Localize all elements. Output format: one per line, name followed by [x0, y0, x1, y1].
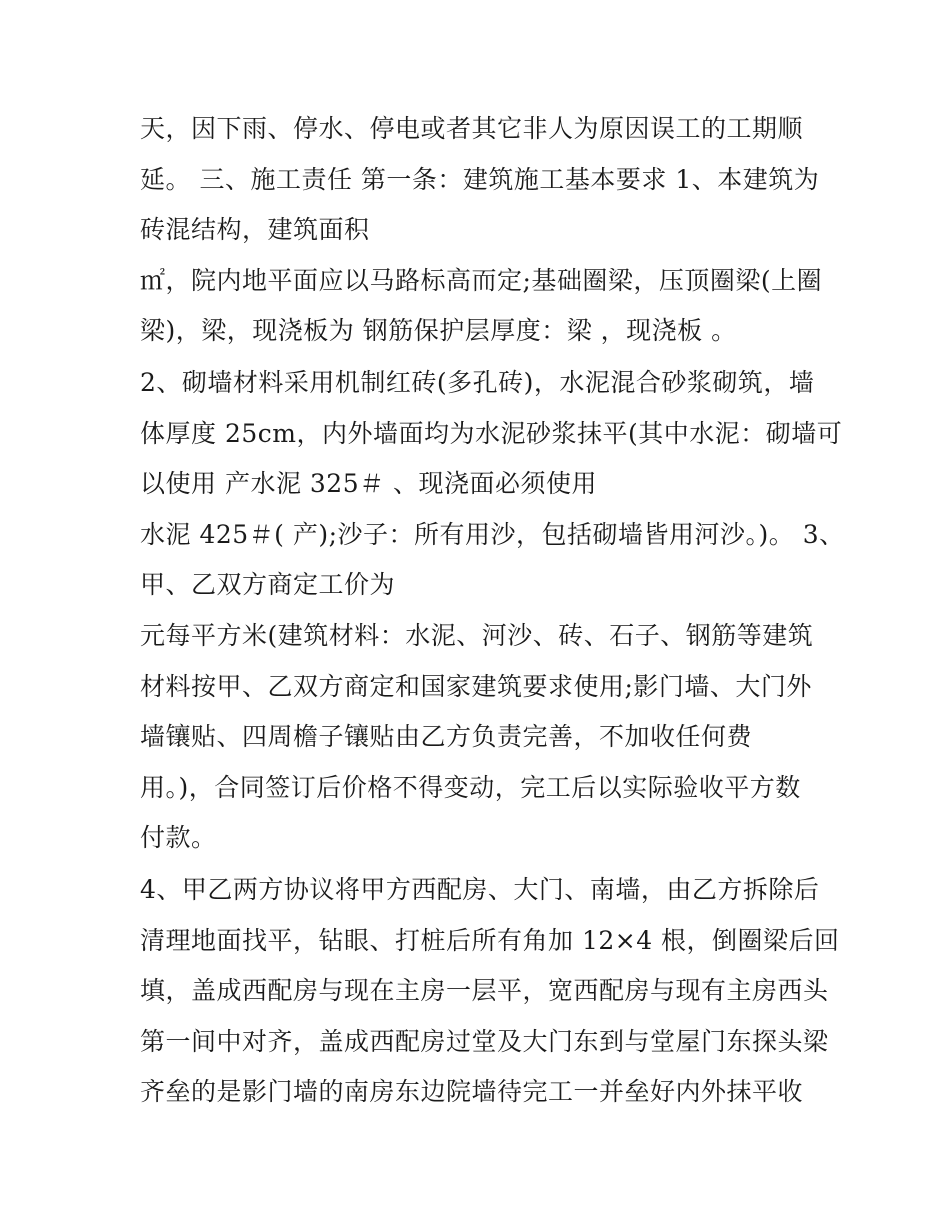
- text-line: 材料按甲、乙双方商定和国家建筑要求使用;影门墙、大门外: [140, 672, 812, 701]
- text-line: 元每平方米(建筑材料：水泥、河沙、砖、石子、钢筋等建筑: [140, 621, 814, 650]
- text-line: 清理地面找平，钻眼、打桩后所有角加 12×4 根，倒圈梁后回: [140, 926, 840, 955]
- text-line: 2、砌墙材料采用机制红砖(多孔砖)，水泥混合砂浆砌筑，墙: [140, 368, 815, 397]
- text-line: 填，盖成西配房与现在主房一层平，宽西配房与现有主房西头: [140, 976, 829, 1005]
- text-line: ㎡，院内地平面应以马路标高而定;基础圈梁，压顶圈梁(上圈: [140, 266, 823, 295]
- text-line: 4、甲乙两方协议将甲方西配房、大门、南墙，由乙方拆除后: [140, 875, 820, 904]
- text-line: 延。 三、施工责任 第一条：建筑施工基本要求 1、本建筑为: [140, 165, 820, 194]
- text-line: 天，因下雨、停水、停电或者其它非人为原因误工的工期顺: [140, 114, 804, 143]
- text-line: 付款。: [140, 823, 217, 852]
- text-line: 水泥 425＃( 产);沙子：所有用沙，包括砌墙皆用河沙。)。 3、: [140, 520, 845, 549]
- text-line: 第一间中对齐，盖成西配房过堂及大门东到与堂屋门东探头梁: [140, 1027, 829, 1056]
- text-line: 齐垒的是影门墙的南房东边院墙待完工一并垒好内外抹平收: [140, 1077, 804, 1106]
- text-line: 体厚度 25cm，内外墙面均为水泥砂浆抹平(其中水泥：砌墙可: [140, 419, 843, 448]
- text-line: 以使用 产水泥 325＃ 、现浇面必须使用: [140, 469, 598, 498]
- text-line: 墙镶贴、四周檐子镶贴由乙方负责完善，不加收任何费: [140, 722, 753, 751]
- text-line: 梁)，梁，现浇板为 钢筋保护层厚度：梁 ，现浇板 。: [140, 316, 737, 345]
- text-line: 砖混结构，建筑面积: [140, 215, 370, 244]
- text-line: 甲、乙双方商定工价为: [140, 570, 396, 599]
- text-line: 用。)，合同签订后价格不得变动，完工后以实际验收平方数: [140, 773, 801, 802]
